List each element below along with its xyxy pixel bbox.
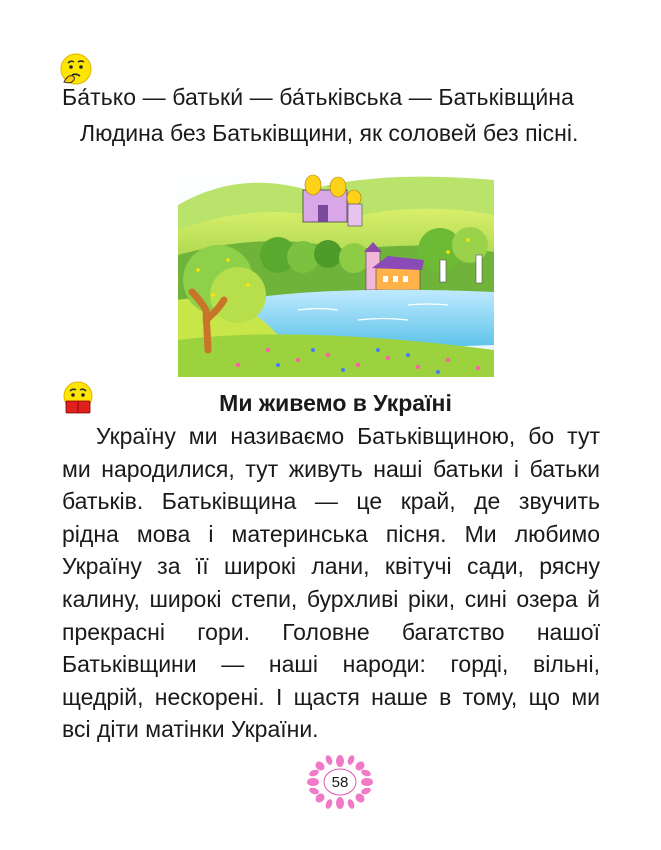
body-line: рідна мова і материнська пісня. Ми любимо — [62, 520, 600, 547]
body-line: батьків. Батьківщина — це край, де звучить — [62, 488, 600, 515]
body-line: Україну ми називаємо Батьківщиною, бо тут — [96, 423, 600, 449]
body-line: щедрій, нескорені. І щастя наше в тому, що ми — [62, 683, 600, 710]
page-number-badge — [305, 755, 375, 809]
body-line: калину, широкі степи, бурхливі ріки, сині озера й — [62, 585, 600, 612]
landscape-illustration — [178, 160, 494, 377]
section-body — [62, 420, 600, 746]
body-line: Батьківщини — наші народи: горді, вільні, — [62, 651, 600, 678]
body-line: прекрасні гори. Головне багатство нашої — [62, 618, 600, 645]
body-line: Україну за її широкі лани, квітучі сади, рясну — [62, 553, 600, 580]
page-number: 58 — [331, 773, 349, 791]
word-line: Ба́тько — батьки́ — ба́тьківська — Батьківщи́на — [62, 84, 574, 110]
section-title: Ми живемо в Україні — [219, 390, 452, 416]
body-line: всі діти матінки України. — [62, 716, 319, 743]
thinking-face-icon — [58, 52, 94, 88]
proverb: Людина без Батьківщини, як соловей без пісні. — [80, 120, 579, 146]
body-line: ми народилися, тут живуть наші батьки і батьки — [62, 455, 600, 482]
